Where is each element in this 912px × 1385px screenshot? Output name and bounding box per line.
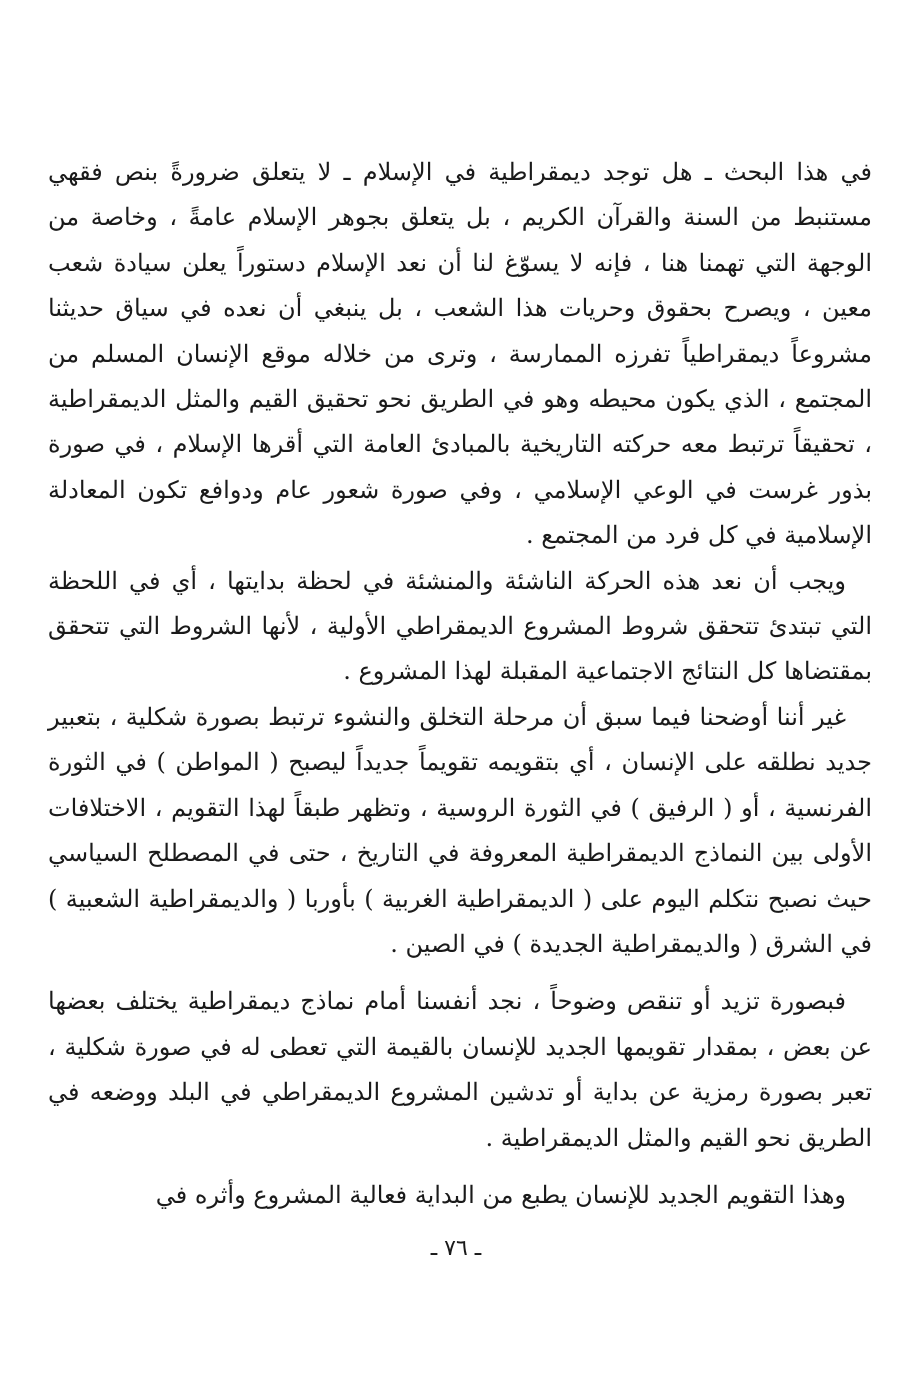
paragraph-gap — [48, 1161, 872, 1173]
paragraph-1: في هذا البحث ـ هل توجد ديمقراطية في الإسلام ـ لا يتعلق ضرورةً بنص فقهي مستنبط من السنة والقرآن الكريم ، بل يتعلق بجوهر الإسلام عامةً ، وخاصة من الوجهة التي تهمنا هنا ، فإنه لا يسوّغ لنا أن نعد الإسلام دستوراً يعلن سيادة شعب معين ، ويصرح بحقوق وحريات هذا الشعب ، بل ينبغي أن نعده في سياق حديثنا مشروعاً ديمقراطياً تفرزه الممارسة ، وترى من خلاله موقع الإنسان المسلم من المجتمع ، الذي يكون محيطه وهو في الطريق نحو تحقيق القيم والمثل الديمقراطية ، تحقيقاً ترتبط معه حركته التاريخية بالمبادئ العامة التي أقرها الإسلام ، في صورة بذور غرست في الوعي الإسلامي ، وفي صورة شعور عام ودوافع تكون المعادلة الإسلامية في كل فرد من المجتمع . — [48, 158, 872, 550]
page-body — [48, 150, 872, 1218]
paragraph-4: فبصورة تزيد أو تنقص وضوحاً ، نجد أنفسنا أمام نماذج ديمقراطية يختلف بعضها عن بعض ، بمقدار تقويمها الجديد للإنسان بالقيمة التي تعطى له في صورة شكلية ، تعبر بصورة رمزية عن بداية أو تدشين المشروع الديمقراطي في البلد ووضعه في الطريق نحو القيم والمثل الديمقراطية . — [48, 987, 872, 1152]
paragraph-2: ويجب أن نعد هذه الحركة الناشئة والمنشئة في لحظة بدايتها ، أي في اللحظة التي تبتدئ تتحقق شروط المشروع الديمقراطي الأولية ، لأنها الشروط التي تتحقق بمقتضاها كل النتائج الاجتماعية المقبلة لهذا المشروع . — [48, 566, 872, 686]
paragraph-3: غير أننا أوضحنا فيما سبق أن مرحلة التخلق والنشوء ترتبط بصورة شكلية ، بتعبير جديد نطلقه على الإنسان ، أي بتقويمه تقويماً جديداً ليصبح ( المواطن ) في الثورة الفرنسية ، أو ( الرفيق ) في الثورة الروسية ، وتظهر طبقاً لهذا التقويم ، الاختلافات الأولى بين النماذج الديمقراطية المعروفة في التاريخ ، حتى في المصطلح السياسي حيث نصبح نتكلم اليوم على ( الديمقراطية الغربية ) بأوربا ( والديمقراطية الشعبية ) في الشرق ( والديمقراطية الجديدة ) في الصين . — [48, 702, 872, 958]
page-number: ـ ٧٦ ـ — [430, 1236, 482, 1261]
paragraph-gap — [48, 967, 872, 979]
paragraph-5: وهذا التقويم الجديد للإنسان يطبع من البداية فعالية المشروع وأثره في — [155, 1180, 846, 1209]
